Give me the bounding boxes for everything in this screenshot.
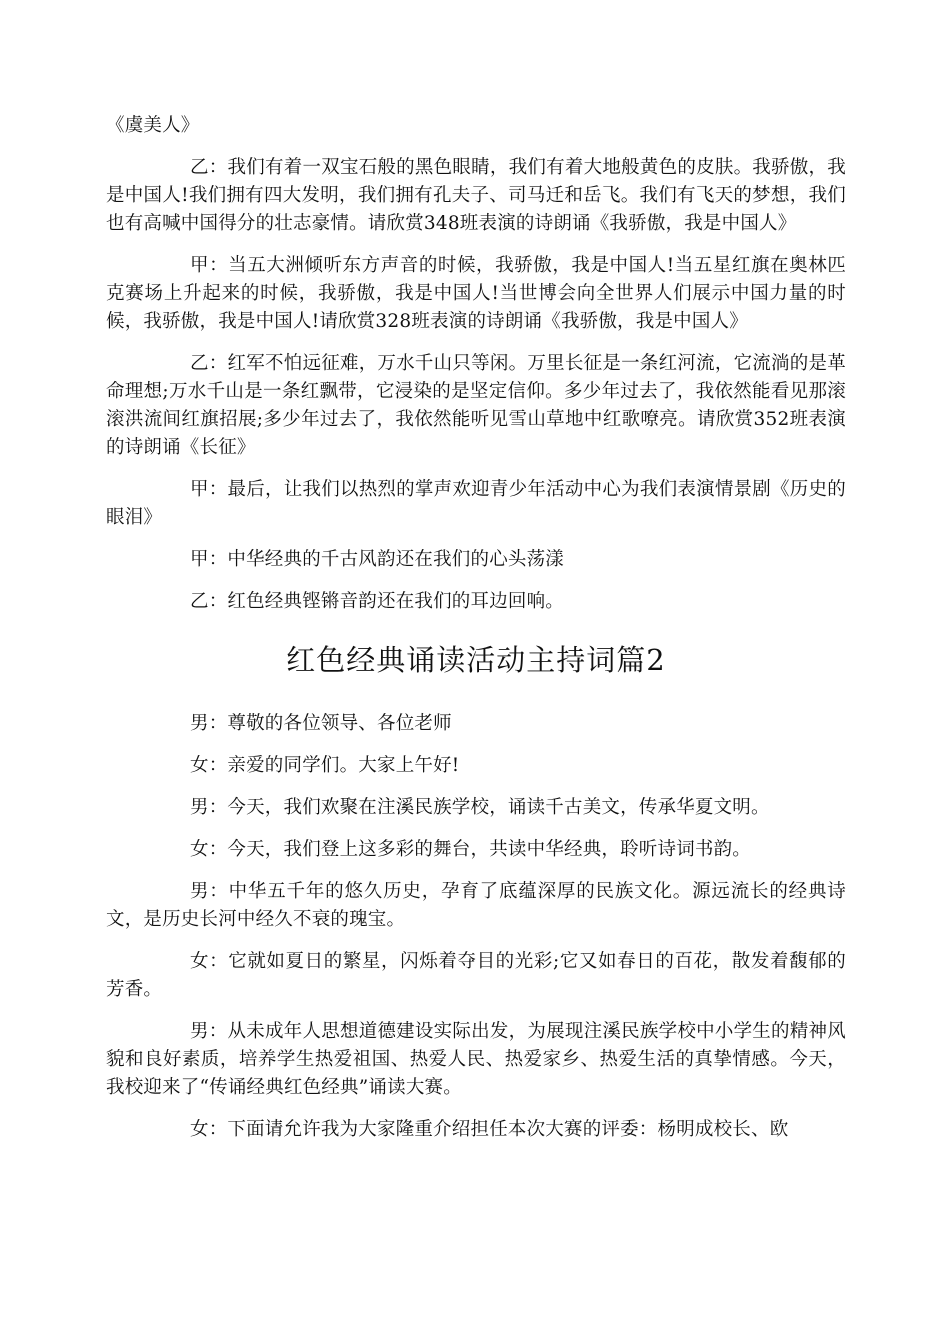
paragraph-male-contest: 男：从未成年人思想道德建设实际出发，为展现注溪民族学校中小学生的精神风貌和良好素质，培养学生热爱祖国、热爱人民、热爱家乡、热爱生活的真挚情感。今天，我校迎来了“传诵经典红色经典”诵读大赛。 [106, 1021, 846, 1098]
paragraph-jia-closing: 甲：中华经典的千古风韵还在我们的心头荡漾 [190, 549, 565, 570]
paragraph-yi-long-march: 乙：红军不怕远征难，万水千山只等闲。万里长征是一条红河流，它流淌的是革命理想;万水千山是一条红飘带，它浸染的是坚定信仰。多少年过去了，我依然能看见那滚滚洪流间红旗招展;多少年过去了，我依然能听见雪山草地中红歌嘹亮。请欣赏352班表演的诗朗诵《长征》 [106, 353, 846, 458]
section-title: 红色经典诵读活动主持词篇2 [286, 643, 666, 677]
paragraph-female-today: 女：今天，我们登上这多彩的舞台，共读中华经典，聆听诗词书韵。 [190, 839, 752, 860]
paragraph-female-stars: 女：它就如夏日的繁星，闪烁着夺目的光彩;它又如春日的百花，散发着馥郁的芳香。 [106, 951, 846, 1000]
paragraph-male-today: 男：今天，我们欢聚在注溪民族学校，诵读千古美文，传承华夏文明。 [190, 797, 770, 818]
paragraph-female-greeting: 女：亲爱的同学们。大家上午好! [190, 755, 460, 776]
paragraph-jia-proud-chinese: 甲：当五大洲倾听东方声音的时候，我骄傲，我是中国人!当五星红旗在奥林匹克赛场上升起来的时候，我骄傲，我是中国人!当世博会向全世界人们展示中国力量的时候，我骄傲，我是中国人!请欣赏328班表演的诗朗诵《我骄傲，我是中国人》 [106, 255, 846, 332]
paragraph-jia-finale: 甲：最后，让我们以热烈的掌声欢迎青少年活动中心为我们表演情景剧《历史的眼泪》 [106, 479, 846, 528]
document-body [106, 112, 846, 1158]
paragraph-female-judges: 女：下面请允许我为大家隆重介绍担任本次大赛的评委：杨明成校长、欧 [190, 1119, 789, 1140]
paragraph-male-greeting: 男：尊敬的各位领导、各位老师 [190, 713, 452, 734]
paragraph-yi-closing: 乙：红色经典铿锵音韵还在我们的耳边回响。 [190, 591, 565, 612]
paragraph-yi-proud-chinese: 乙：我们有着一双宝石般的黑色眼睛，我们有着大地般黄色的皮肤。我骄傲，我是中国人!我们拥有四大发明，我们拥有孔夫子、司马迁和岳飞。我们有飞天的梦想，我们也有高喊中国得分的壮志豪情。请欣赏348班表演的诗朗诵《我骄傲，我是中国人》 [106, 157, 846, 234]
poem-title-line: 《虞美人》 [106, 115, 200, 136]
paragraph-male-history: 男：中华五千年的悠久历史，孕育了底蕴深厚的民族文化。源远流长的经典诗文，是历史长河中经久不衰的瑰宝。 [106, 881, 846, 930]
